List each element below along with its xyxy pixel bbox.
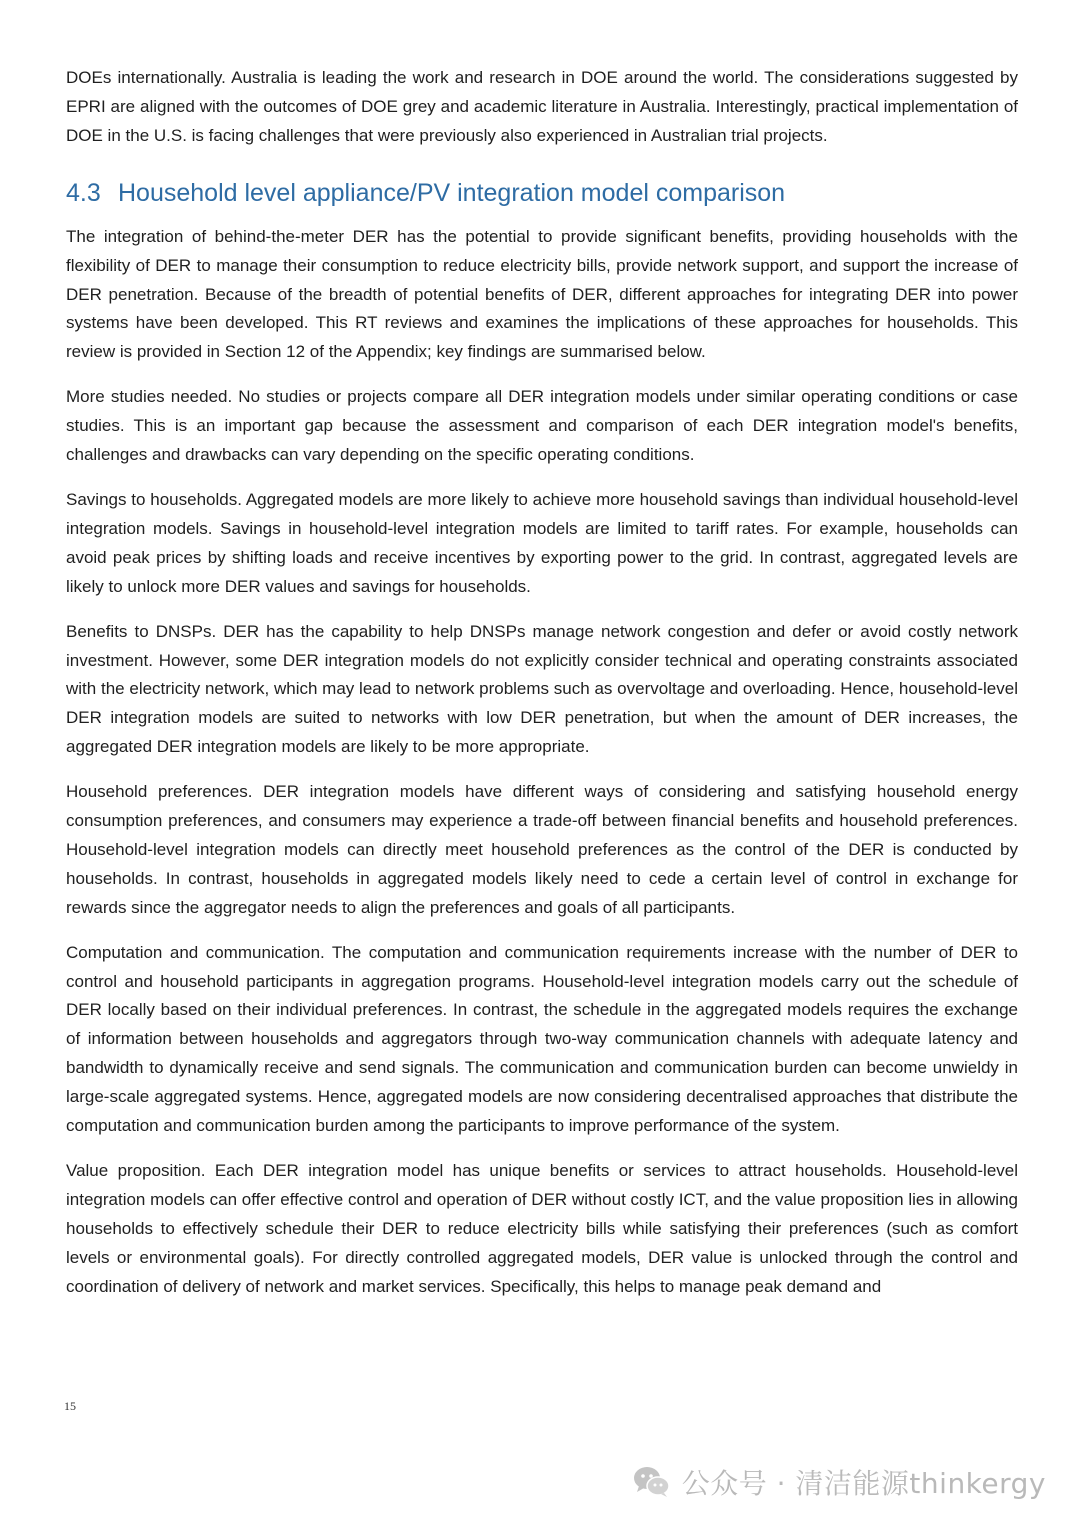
paragraph-dnsp-benefits: Benefits to DNSPs. DER has the capability to help DNSPs manage network congestion and defer or avoid costly network investment. However, some DER integration models do not explicitly consider technical and operating constraints associated with the electricity network, which may lead to network problems such as overvoltage and overloading. Hence, household-level DER integration models are suited to networks with low DER penetration, but when the amount of DER increases, the aggregated DER integration models are likely to be more appropriate. [66, 621, 1018, 757]
wechat-icon [632, 1465, 672, 1499]
paragraph-integration-overview: The integration of behind-the-meter DER has the potential to provide significant benefits, providing households with the flexibility of DER to manage their consumption to reduce electricity bills, provide network support, and support the increase of DER penetration. Because of the breadth of potential benefits of DER, different approaches for integrating DER into power systems have been developed. This RT reviews and examines the implications of these approaches for households. This review is provided in Section 12 of the Appendix; key findings are summarised below. [66, 226, 1018, 362]
intro-paragraph: DOEs internationally. Australia is leading the work and research in DOE around the world. The considerations suggested by EPRI are aligned with the outcomes of DOE grey and academic literature in Australia. Interestingly, practical implementation of DOE in the U.S. is facing challenges that were previously also experienced in Australian trial projects. [66, 68, 1018, 145]
paragraph-computation: Computation and communication. The computation and communication requirements increase with the number of DER to control and household participants in aggregation programs. Household-level integration models carry out the schedule of DER locally based on their individual preferences. In contrast, the schedule in the aggregated models requires the exchange of information between households and aggregators through two-way communication channels with adequate latency and bandwidth to dynamically receive and send signals. The communication and communication burden can become unwieldy in large-scale aggregated systems. Hence, aggregated models are now considering decentralised approaches that distribute the computation and communication burden among the participants to improve performance of the system. [66, 942, 1018, 1136]
paragraph-more-studies: More studies needed. No studies or projects compare all DER integration models under similar operating conditions or case studies. This is an important gap because the assessment and comparison of each DER integration model's benefits, challenges and drawbacks can vary depending on the specific operating conditions. [66, 387, 1018, 465]
section-number: 4.3 [66, 178, 101, 207]
paragraph-value-proposition: Value proposition. Each DER integration model has unique benefits or services to attract households. Household-level integration models can offer effective control and operation of DER without costly ICT, and the value proposition lies in allowing households to effectively schedule their DER to reduce electricity bills while satisfying their preferences (such as comfort levels or environmental goals). For directly controlled aggregated models, DER value is unlocked through the control and coordination of delivery of network and market services. Specifically, this helps to manage peak demand and [66, 1161, 1018, 1296]
document-body [66, 64, 1018, 1318]
section-title: Household level appliance/PV integration model comparison [118, 178, 786, 207]
section-heading [66, 177, 1018, 209]
paragraph-savings: Savings to households. Aggregated models are more likely to achieve more household savings than individual household-level integration models. Savings in household-level integration models are limited to tariff rates. For example, households can avoid peak prices by shifting loads and receive incentives by exporting power to the grid. In contrast, aggregated levels are likely to unlock more DER values and savings for households. [66, 489, 1018, 596]
watermark-text: 公众号 · 清洁能源thinkergy [681, 1467, 1046, 1500]
paragraph-household-preferences: Household preferences. DER integration models have different ways of considering and satisfying household energy consumption preferences, and consumers may experience a trade-off between financial benefits and household preferences. Household-level integration models can directly meet household preferences as the control of the DER is conducted by households. In contrast, households in aggregated models likely need to cede a certain level of control in exchange for rewards since the aggregator needs to align the preferences and goals of all participants. [66, 782, 1018, 917]
watermark [632, 1462, 1046, 1502]
page-number: 15 [64, 1399, 76, 1413]
